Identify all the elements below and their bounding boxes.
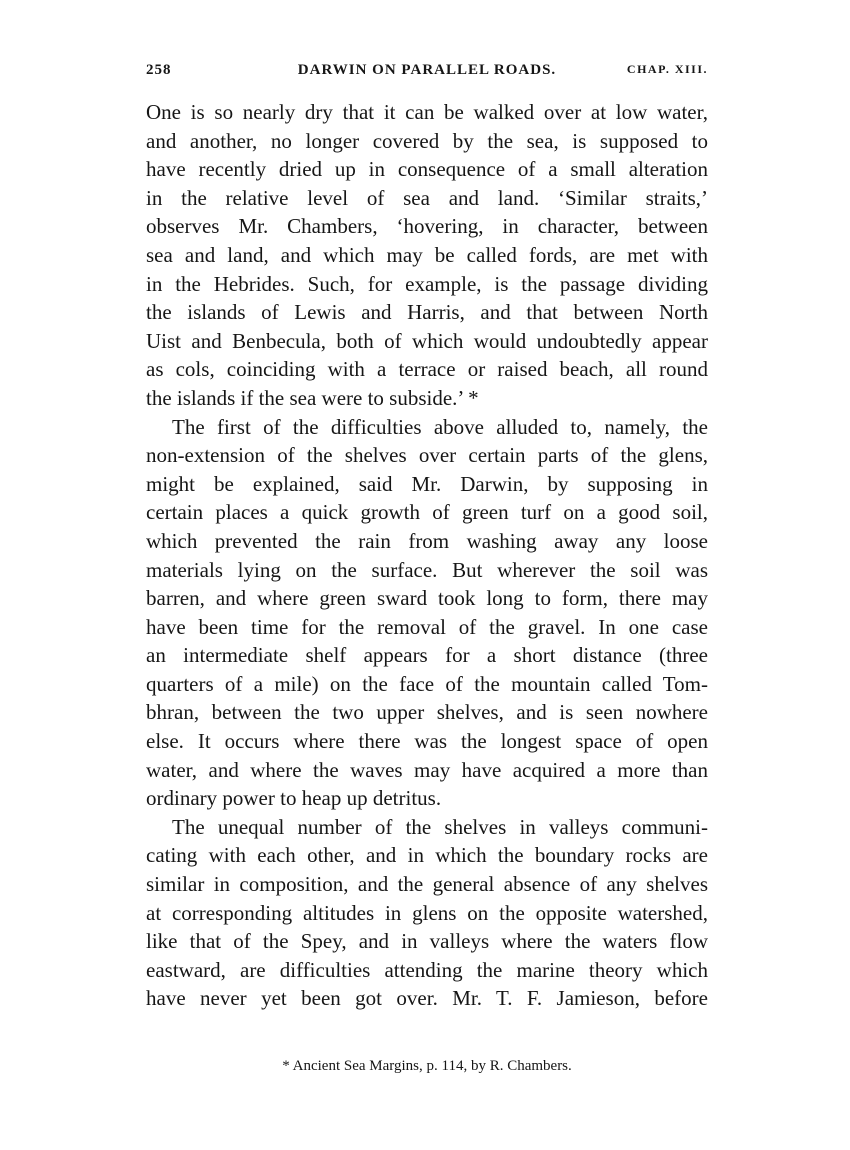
text-line: barren, and where green sward took long to form, there may — [146, 586, 708, 611]
text-line: an intermediate shelf appears for a short distance (three — [146, 643, 708, 668]
text-line: in the Hebrides. Such, for example, is the passage dividing — [146, 271, 708, 296]
text-line: observes Mr. Chambers, ‘hovering, in character, between — [146, 214, 708, 239]
text-line: cating with each other, and in which the boundary rocks are — [146, 843, 708, 868]
text-line: the islands of Lewis and Harris, and that between North — [146, 300, 708, 325]
chapter-label: CHAP. XIII. — [626, 62, 708, 76]
text-line: quarters of a mile) on the face of the mountain called Tom- — [146, 671, 708, 696]
text-line: eastward, are difficulties attending the marine theory which — [146, 957, 708, 982]
text-line: One is so nearly dry that it can be walked over at low water, — [146, 100, 708, 124]
text-line: The first of the difficulties above alluded to, namely, the — [172, 414, 708, 439]
text-line: sea and land, and which may be called fords, are met with — [146, 242, 708, 267]
text-line: have recently dried up in consequence of a small alteration — [146, 157, 708, 182]
running-title: DARWIN ON PARALLEL ROADS. — [297, 62, 557, 78]
text-line: non-extension of the shelves over certain parts of the glens, — [146, 443, 708, 468]
text-line: which prevented the rain from washing away any loose — [146, 528, 708, 553]
text-line: the islands if the sea were to subside.’ * — [146, 385, 479, 410]
text-line: else. It occurs where there was the longest space of open — [146, 729, 708, 754]
text-line: similar in composition, and the general absence of any shelves — [146, 872, 708, 897]
text-line: at corresponding altitudes in glens on the opposite watershed, — [146, 900, 708, 925]
text-line: bhran, between the two upper shelves, and is seen nowhere — [146, 700, 708, 725]
body-text — [146, 98, 708, 1013]
text-line: have been time for the removal of the gravel. In one case — [146, 614, 708, 639]
text-line: water, and where the waves may have acquired a more than — [146, 757, 708, 782]
text-line: and another, no longer covered by the sea, is supposed to — [146, 128, 708, 153]
text-line: materials lying on the surface. But wherever the soil was — [146, 557, 708, 582]
text-line: like that of the Spey, and in valleys where the waters flow — [146, 929, 708, 954]
text-line: Uist and Benbecula, both of which would undoubtedly appear — [146, 328, 708, 353]
text-line: might be explained, said Mr. Darwin, by supposing in — [146, 471, 708, 496]
footnote: * Ancient Sea Margins, p. 114, by R. Chambers. — [282, 1058, 572, 1074]
text-line: certain places a quick growth of green turf on a good soil, — [146, 500, 708, 525]
text-line: have never yet been got over. Mr. T. F. Jamieson, before — [146, 986, 708, 1011]
page-number: 258 — [146, 62, 172, 78]
text-line: ordinary power to heap up detritus. — [146, 786, 442, 811]
text-line: in the relative level of sea and land. ‘Similar straits,’ — [146, 185, 708, 210]
text-line: as cols, coinciding with a terrace or raised beach, all round — [146, 357, 708, 382]
page-header — [146, 62, 708, 86]
text-line: The unequal number of the shelves in valleys communi- — [172, 814, 708, 839]
